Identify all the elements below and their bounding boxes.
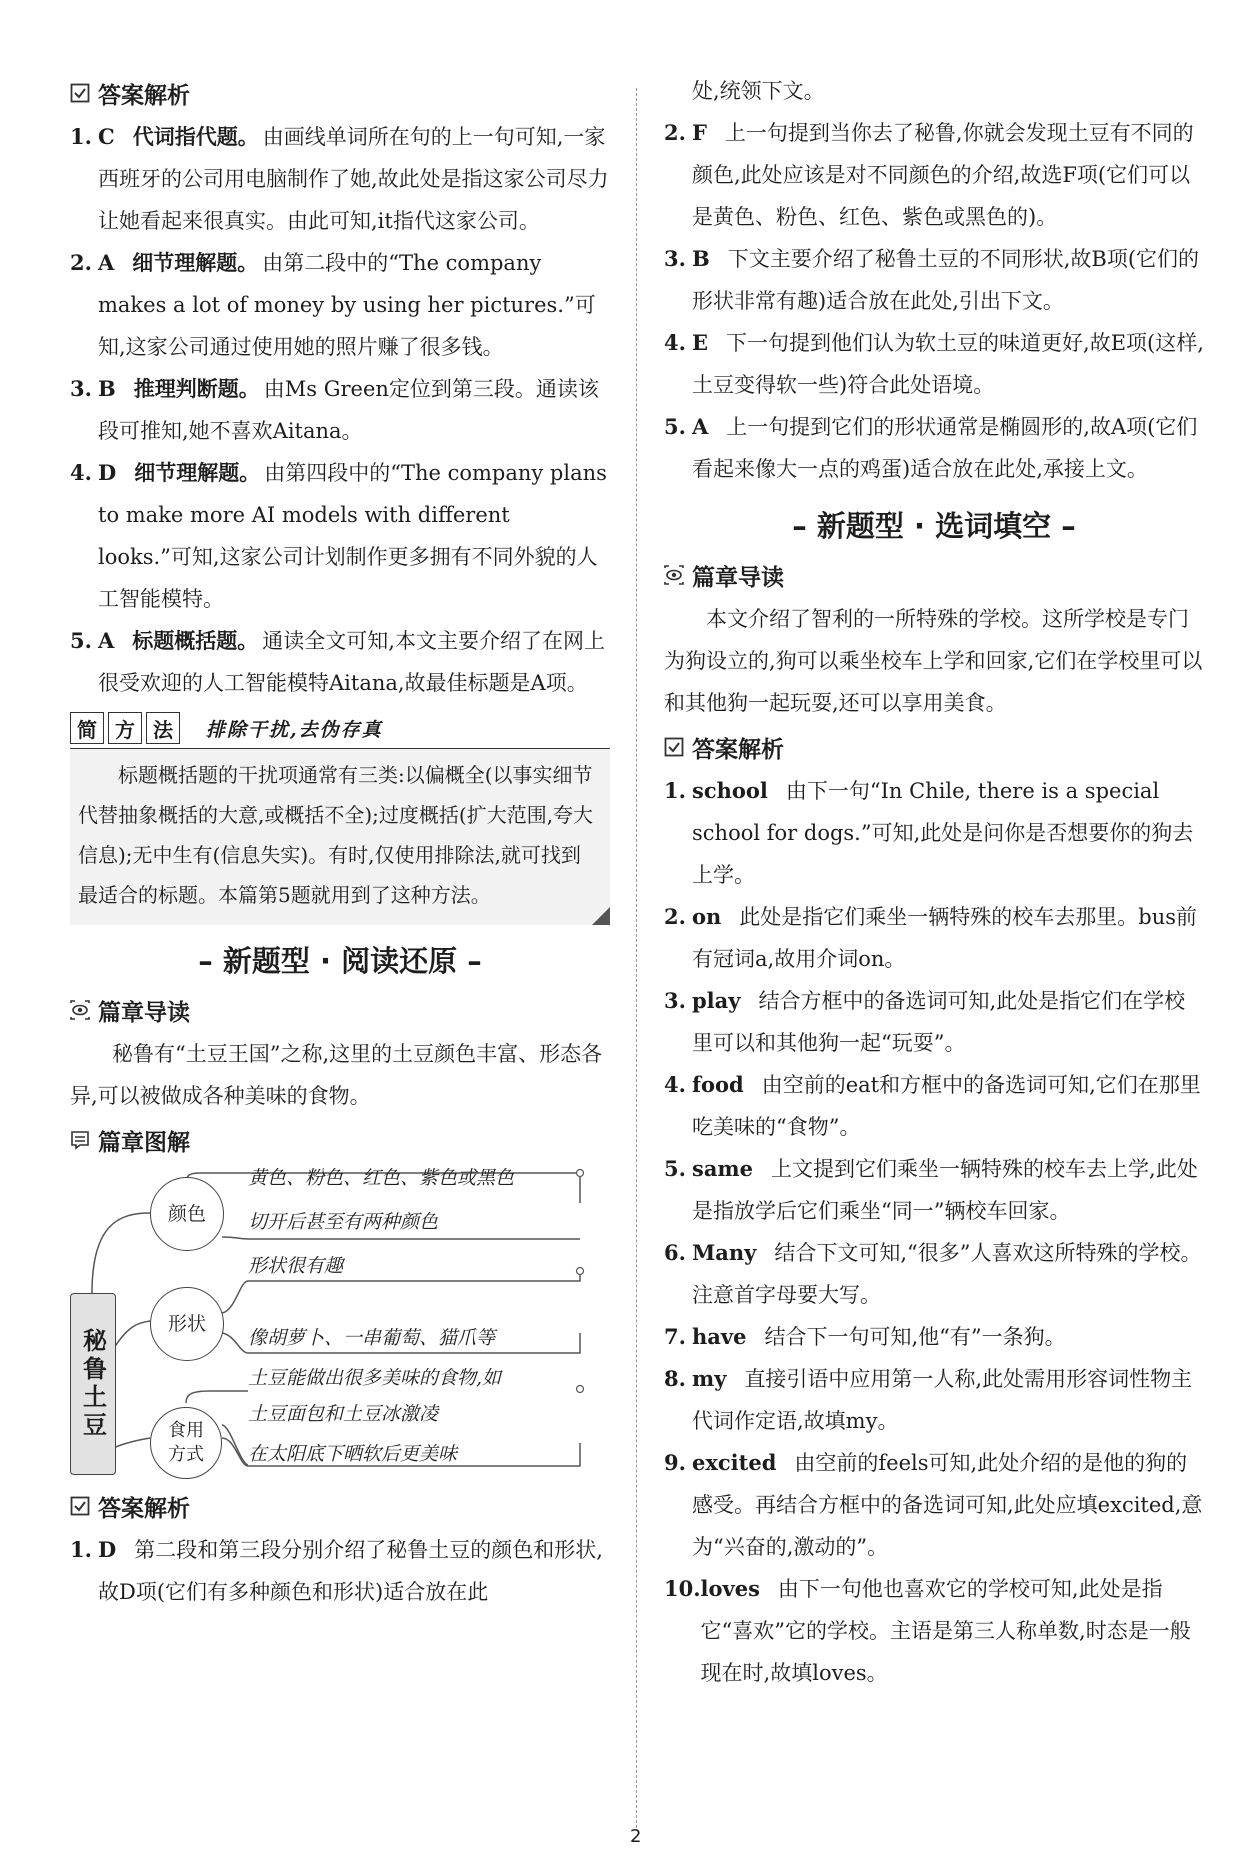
continued-text: 处,统领下文。 [692,79,825,103]
method-header [70,708,610,749]
answer-item: 4. D 细节理解题。 由第四段中的“The company plans to make more AI models with different looks.”可知,这家公司计划制作更多拥有不同外貌的人工智能模特。 [70,460,607,611]
mind-map-leaf: 在太阳底下晒软后更美味 [248,1443,458,1465]
answer-item: 2. on 此处是指它们乘坐一辆特殊的校车去那里。bus前有冠词a,故用介词on。 [664,904,1198,971]
answer-item: 4. E 下一句提到他们认为软土豆的味道更好,故E项(这样,土豆变得软一些)符合此处语境。 [664,330,1204,397]
answer-item: 8. my 直接引语中应用第一人称,此处需用形容词性物主代词作定语,故填my。 [664,1366,1193,1433]
method-char: 法 [146,712,180,744]
checkbox-icon [70,1496,90,1516]
answer-item: 1. school 由下一句“In Chile, there is a special school for dogs.”可知,此处是问你是否想要你的狗去上学。 [664,778,1194,887]
mind-map-leaf: 切开后甚至有两种颜色 [248,1211,439,1233]
answer-item: 5. A 标题概括题。 通读全文可知,本文主要介绍了在网上很受欢迎的人工智能模特Aitana,故最佳标题是A项。 [70,628,605,695]
answer-item: 6. Many 结合下文可知,“很多”人喜欢这所特殊的学校。注意首字母要大写。 [664,1240,1202,1307]
mind-map-leaf: 土豆能做出很多美味的食物,如 [248,1367,502,1389]
checkbox-icon [664,737,684,757]
answers-heading: 答案解析 [664,730,1204,764]
answer-item: 2. A 细节理解题。 由第二段中的“The company makes a lot of money by using her pictures.”可知,这家公司通过使用她的照片赚了很多钱。 [70,250,596,359]
answer-item: 5. same 上文提到它们乘坐一辆特殊的校车去上学,此处是指放学后它们乘坐“同一”辆校车回家。 [664,1156,1198,1223]
mind-map-node-eating: 食用方式 [150,1407,222,1479]
right-column [664,70,1204,1694]
method-char: 方 [108,712,142,744]
method-body: 标题概括题的干扰项通常有三类:以偏概全(以事实细节代替抽象概括的大意,或概括不全);过度概括(扩大范围,夸大信息);无中生有(信息失实)。有时,仅使用排除法,就可找到最适合的标题。本篇第5题就用到了这种方法。 [70,749,610,925]
mind-map-node-color: 颜色 [150,1177,224,1251]
diagram-heading: 篇章图解 [70,1123,610,1157]
guide-text: 本文介绍了智利的一所特殊的学校。这所学校是专门为狗设立的,狗可以乘坐校车上学和回家,它们在学校里可以和其他狗一起玩耍,还可以享用美食。 [664,607,1203,715]
mind-map-leaf: 黄色、粉色、红色、紫色或黑色 [248,1167,515,1189]
mind-map-leaf: 土豆面包和土豆冰激凌 [248,1403,439,1425]
mind-map-node-shape: 形状 [150,1287,224,1361]
eye-icon [70,1000,90,1020]
answer-item: 9. excited 由空前的feels可知,此处介绍的是他的狗的感受。再结合方框中的备选词可知,此处应填excited,意为“兴奋的,激动的”。 [664,1450,1203,1559]
answers-heading: 答案解析 [70,76,610,110]
method-char: 简 [70,712,104,744]
mind-map-leaf: 像胡萝卜、一串葡萄、猫爪等 [248,1327,496,1349]
eye-icon [664,565,684,585]
answers-heading-2: 答案解析 [70,1489,610,1523]
guide-text: 秘鲁有“土豆王国”之称,这里的土豆颜色丰富、形态各异,可以被做成各种美味的食物。 [70,1042,603,1108]
section-banner: – 新题型 · 选词填空 – [792,509,1076,543]
answer-item: 1. C 代词指代题。 由画线单词所在句的上一句可知,一家西班牙的公司用电脑制作了她,故此处是指这家公司尽力让她看起来很真实。由此可知,it指代这家公司。 [70,124,609,233]
section-banner: – 新题型 · 阅读还原 – [198,944,482,978]
answer-item: 3. B 推理判断题。 由Ms Green定位到第三段。通读该段可推知,她不喜欢Aitana。 [70,376,599,443]
document-icon [70,1130,90,1150]
method-box [70,708,610,925]
method-title: 排除干扰,去伪存真 [206,718,383,741]
left-column [70,70,610,1613]
answer-item: 1. D 第二段和第三段分别介绍了秘鲁土豆的颜色和形状,故D项(它们有多种颜色和形状)适合放在此 [70,1537,603,1604]
column-divider [636,88,637,1828]
mind-map-leaf: 形状很有趣 [248,1255,344,1277]
page-number: 2 [630,1826,642,1847]
answer-item: 5. A 上一句提到它们的形状通常是椭圆形的,故A项(它们看起来像大一点的鸡蛋)适合放在此处,承接上文。 [664,414,1198,481]
answer-item: 2. F 上一句提到当你去了秘鲁,你就会发现土豆有不同的颜色,此处应该是对不同颜色的介绍,故选F项(它们可以是黄色、粉色、红色、紫色或黑色的)。 [664,120,1194,229]
guide-heading: 篇章导读 [70,993,610,1027]
answer-item: 10. loves 由下一句他也喜欢它的学校可知,此处是指它“喜欢”它的学校。主语是第三人称单数,时态是一般现在时,故填loves。 [664,1576,1191,1685]
answer-item: 3. B 下文主要介绍了秘鲁土豆的不同形状,故B项(它们的形状非常有趣)适合放在此处,引出下文。 [664,246,1200,313]
checkbox-icon [70,83,90,103]
answer-item: 3. play 结合方框中的备选词可知,此处是指它们在学校里可以和其他狗一起“玩耍”。 [664,988,1186,1055]
guide-heading: 篇章导读 [664,558,1204,592]
answer-item: 4. food 由空前的eat和方框中的备选词可知,它们在那里吃美味的“食物”。 [664,1072,1201,1139]
mind-map [70,1163,610,1483]
mind-map-root: 秘鲁土豆 [70,1293,116,1475]
answer-item: 7. have 结合下一句可知,他“有”一条狗。 [664,1324,1066,1349]
